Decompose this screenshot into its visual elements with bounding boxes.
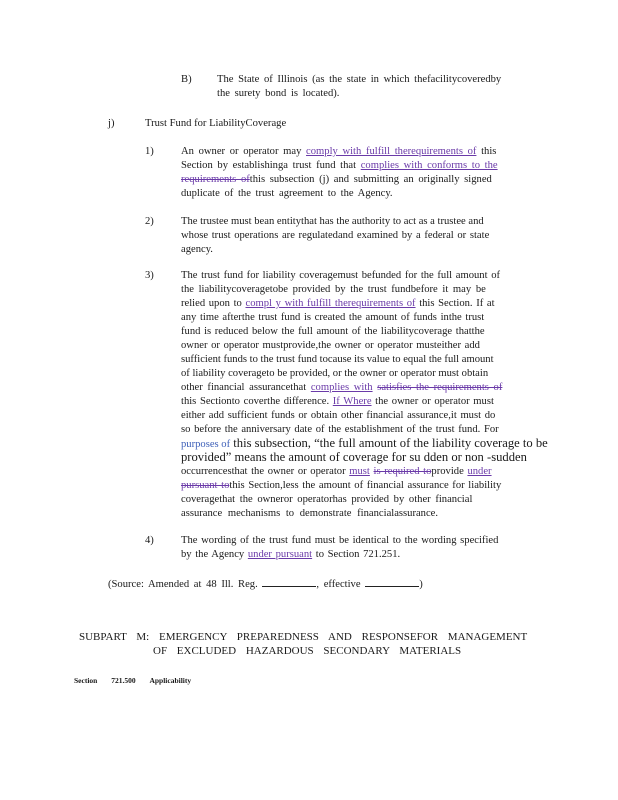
item-3-line17: coveragethat the owneror operatorhas provided by other financial (181, 494, 473, 505)
item-1-line1: An owner or operator may comply with fulfill therequirements of this (181, 146, 497, 157)
section-j-label: j) (108, 118, 115, 129)
item-4-label: 4) (145, 535, 154, 546)
item-3-line13: purposes of this subsection, “the full amount of the liability coverage to be (181, 436, 548, 450)
section-j-title: Trust Fund for LiabilityCoverage (145, 118, 287, 129)
item-2-line3: agency. (181, 244, 213, 255)
item-3-line14: provided” means the amount of coverage for su dden or non -sudden (181, 450, 527, 464)
item-3-line2: the liabilitycoveragetobe provided by the trust fundbefore it may be (181, 284, 486, 295)
subpart-heading-line1: SUBPART M: EMERGENCY PREPAREDNESS AND RESPONSEFOR MANAGEMENT (79, 631, 528, 643)
item-3-line16: pursuant tothis Section,less the amount of financial assurance for liability (181, 480, 502, 491)
item-3-line7: sufficient funds to the trust fund tocause its value to equal the full amount (181, 354, 494, 365)
blank-line (262, 575, 316, 587)
item-b-line1: The State of Illinois (as the state in which thefacilitycoveredby (217, 74, 502, 85)
item-2-line1: The trustee must bean entitythat has the authority to act as a trustee and (181, 216, 484, 227)
deletion: requirements of (181, 174, 250, 185)
item-b-label: B) (181, 74, 192, 85)
insertion: compl y with fulfill therequirements of (245, 298, 416, 309)
insertion: comply with fulfill therequirements of (306, 146, 477, 157)
item-3-line10: this Sectionto coverthe difference. If Where the owner or operator must (181, 396, 494, 407)
item-1-line4: duplicate of the trust agreement to the Agency. (181, 188, 393, 199)
insertion: complies with conforms to the (360, 160, 498, 171)
insertion: under pursuant (247, 549, 313, 560)
item-3-label: 3) (145, 270, 154, 281)
item-3-line8: of liability coverageto be provided, or the owner or operator must obtain (181, 368, 489, 379)
insertion: purposes of (181, 439, 231, 450)
insertion: under (467, 466, 492, 477)
deletion: satisfies the requirements of (377, 382, 503, 393)
deletion: pursuant to (181, 480, 230, 491)
insertion: If Where (332, 396, 372, 407)
item-3-line3: relied upon to compl y with fulfill therequirements of this Section. If at (181, 298, 495, 309)
item-1-line2: Section by establishinga trust fund that complies with conforms to the (181, 160, 498, 171)
source-note: (Source: Amended at 48 Ill. Reg. , effective ) (108, 575, 423, 592)
item-3-line18: assurance mechanisms to demonstrate financialassurance. (181, 508, 439, 519)
subpart-heading-line2: OF EXCLUDED HAZARDOUS SECONDARY MATERIALS (153, 645, 462, 657)
item-3-line5: fund is reduced below the full amount of the liabilitycoverage thatthe (181, 326, 485, 337)
item-4-line1: The wording of the trust fund must be identical to the wording specified (181, 535, 499, 546)
item-3-line11: either add sufficient funds or obtain other financial assurance,it must do (181, 410, 496, 421)
item-b-line2: the surety bond is located). (217, 88, 340, 99)
section-heading: Section 721.500 Applicability (74, 676, 192, 685)
item-3-line12: so before the anniversary date of the establishment of the trust fund. For (181, 424, 499, 435)
insertion: must (349, 466, 370, 477)
item-2-label: 2) (145, 216, 154, 227)
item-2-line2: whose trust operations are regulatedand examined by a federal or state (181, 230, 490, 241)
deletion: is required to (373, 466, 432, 477)
insertion: complies with (310, 382, 373, 393)
item-1-line3: requirements ofthis subsection (j) and submitting an originally signed (181, 174, 492, 185)
item-3-line15: occurrencesthat the owner or operator must is required toprovide under (181, 466, 492, 477)
item-3-line1: The trust fund for liability coveragemust befunded for the full amount of (181, 270, 501, 281)
item-1-label: 1) (145, 146, 154, 157)
item-3-line9: other financial assurancethat complies with satisfies the requirements of (181, 382, 503, 393)
blank-line (365, 575, 419, 587)
item-3-line6: owner or operator mustprovide,the owner or operator musteither add (181, 340, 480, 351)
item-4-line2: by the Agency under pursuant to Section 721.251. (181, 549, 401, 560)
item-3-line4: any time afterthe trust fund is created the amount of funds inthe trust (181, 312, 485, 323)
